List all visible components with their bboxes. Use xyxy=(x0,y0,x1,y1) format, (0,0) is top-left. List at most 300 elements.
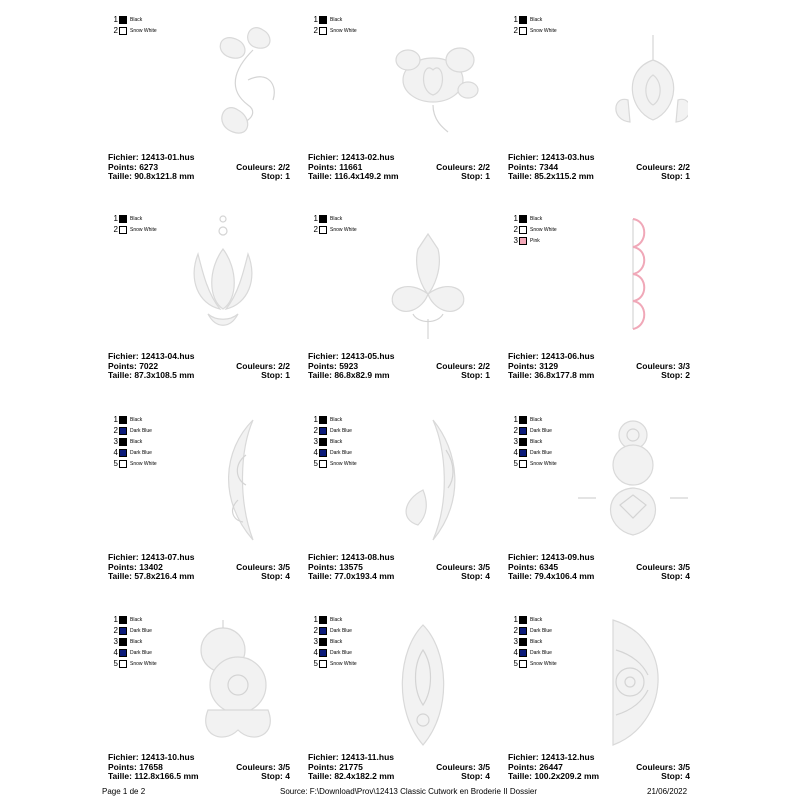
color-count-label: Couleurs: xyxy=(236,161,276,172)
color-swatch xyxy=(319,416,327,424)
thread-name: Black xyxy=(130,438,143,445)
thread-color-row xyxy=(512,213,557,224)
stitch-count-label: Points: xyxy=(108,561,137,572)
color-swatch xyxy=(519,215,527,223)
info-row xyxy=(508,572,690,582)
color-count-value: 3/5 xyxy=(678,761,690,772)
color-swatch xyxy=(519,16,527,24)
color-swatch xyxy=(119,215,127,223)
thread-name: Black xyxy=(530,638,543,645)
thread-name: Dark Blue xyxy=(130,427,152,434)
info-row xyxy=(308,371,490,381)
thread-index: 5 xyxy=(313,458,318,468)
thread-palette xyxy=(512,414,557,469)
thread-color-row xyxy=(512,235,557,246)
design-size-label: Taille: xyxy=(308,771,332,781)
thread-color-row xyxy=(312,636,357,647)
thread-index: 4 xyxy=(513,647,518,657)
thread-index: 1 xyxy=(513,414,518,424)
stop-count-label: Stop: xyxy=(261,571,283,581)
color-swatch xyxy=(519,416,527,424)
thread-palette xyxy=(512,14,557,36)
stop-count-label: Stop: xyxy=(461,171,483,181)
thread-color-row xyxy=(312,25,357,36)
stitch-count-label: Points: xyxy=(308,161,337,172)
thread-name: Black xyxy=(530,416,543,423)
thread-index: 2 xyxy=(313,25,318,35)
color-swatch xyxy=(119,16,127,24)
color-swatch xyxy=(319,215,327,223)
design-card xyxy=(108,10,308,200)
thread-index: 2 xyxy=(513,224,518,234)
thread-color-row xyxy=(312,458,357,469)
design-size xyxy=(308,371,390,381)
stop-count xyxy=(661,371,690,381)
thread-name: Snow White xyxy=(330,660,357,667)
color-swatch xyxy=(119,427,127,435)
stitch-count-value: 7344 xyxy=(539,161,559,172)
thread-color-row xyxy=(312,14,357,25)
stitch-count-label: Points: xyxy=(308,360,337,371)
stop-count-label: Stop: xyxy=(261,771,283,781)
design-info xyxy=(308,352,490,381)
stop-count-label: Stop: xyxy=(261,370,283,380)
thread-index: 1 xyxy=(113,414,118,424)
design-size-value: 36.8x177.8 mm xyxy=(534,370,595,380)
design-size-label: Taille: xyxy=(508,571,532,581)
thread-palette xyxy=(312,14,357,36)
stop-count xyxy=(461,371,490,381)
thread-name: Black xyxy=(330,438,343,445)
thread-index: 5 xyxy=(113,658,118,668)
design-info xyxy=(108,553,290,582)
thread-color-row xyxy=(512,647,557,658)
file-name-value: 12413-06.hus xyxy=(541,351,595,361)
color-swatch xyxy=(119,449,127,457)
file-name-label: Fichier: xyxy=(308,752,339,762)
stitch-count-label: Points: xyxy=(508,360,537,371)
thread-index: 3 xyxy=(113,636,118,646)
thread-name: Black xyxy=(130,638,143,645)
color-count-value: 3/5 xyxy=(478,761,490,772)
thread-name: Dark Blue xyxy=(130,627,152,634)
design-info xyxy=(508,153,690,182)
color-swatch xyxy=(319,27,327,35)
color-count-label: Couleurs: xyxy=(436,761,476,772)
stitch-count-value: 17658 xyxy=(139,761,163,772)
thread-index: 2 xyxy=(313,425,318,435)
thread-name: Dark Blue xyxy=(530,627,552,634)
design-size xyxy=(108,371,194,381)
color-swatch xyxy=(319,226,327,234)
design-size-value: 77.0x193.4 mm xyxy=(334,571,395,581)
thread-index: 2 xyxy=(113,425,118,435)
color-swatch xyxy=(319,649,327,657)
design-card xyxy=(308,410,508,600)
stop-count-value: 1 xyxy=(685,171,690,181)
stitch-count-label: Points: xyxy=(308,561,337,572)
thread-color-row xyxy=(512,436,557,447)
thread-name: Dark Blue xyxy=(530,649,552,656)
design-size-label: Taille: xyxy=(508,171,532,181)
info-row xyxy=(108,172,290,182)
thread-index: 2 xyxy=(313,224,318,234)
thread-name: Snow White xyxy=(130,460,157,467)
thread-index: 1 xyxy=(113,14,118,24)
color-count-value: 2/2 xyxy=(478,360,490,371)
color-swatch xyxy=(119,638,127,646)
color-swatch xyxy=(119,627,127,635)
color-swatch xyxy=(319,438,327,446)
file-name-value: 12413-11.hus xyxy=(341,752,395,762)
thread-name: Dark Blue xyxy=(530,449,552,456)
design-size-value: 85.2x115.2 mm xyxy=(534,171,594,181)
embroidery-preview xyxy=(378,610,488,750)
stop-count-label: Stop: xyxy=(661,771,683,781)
thread-index: 4 xyxy=(513,447,518,457)
color-count-value: 3/5 xyxy=(678,561,690,572)
design-info xyxy=(508,553,690,582)
stitch-count-label: Points: xyxy=(108,360,137,371)
thread-name: Black xyxy=(330,638,343,645)
file-name-label: Fichier: xyxy=(308,552,339,562)
thread-index: 4 xyxy=(313,647,318,657)
color-swatch xyxy=(519,226,527,234)
thread-name: Black xyxy=(530,438,543,445)
color-count-label: Couleurs: xyxy=(236,761,276,772)
color-count-value: 2/2 xyxy=(278,360,290,371)
design-card xyxy=(308,209,508,399)
design-info xyxy=(308,153,490,182)
thread-name: Snow White xyxy=(330,27,357,34)
thread-color-row xyxy=(312,414,357,425)
stitch-count-label: Points: xyxy=(308,761,337,772)
color-swatch xyxy=(519,638,527,646)
color-swatch xyxy=(119,416,127,424)
color-swatch xyxy=(519,649,527,657)
design-size-value: 57.8x216.4 mm xyxy=(134,571,195,581)
stitch-count-label: Points: xyxy=(108,161,137,172)
color-swatch xyxy=(519,438,527,446)
design-size-value: 90.8x121.8 mm xyxy=(134,171,195,181)
file-name-value: 12413-03.hus xyxy=(541,152,595,162)
stop-count xyxy=(261,572,290,582)
thread-name: Snow White xyxy=(330,226,357,233)
color-swatch xyxy=(519,27,527,35)
stitch-count-label: Points: xyxy=(508,161,537,172)
thread-index: 3 xyxy=(313,436,318,446)
thread-color-row xyxy=(112,447,157,458)
thread-color-row xyxy=(112,25,157,36)
stop-count-value: 4 xyxy=(285,771,290,781)
thread-color-row xyxy=(312,213,357,224)
thread-name: Snow White xyxy=(530,460,557,467)
info-row xyxy=(308,172,490,182)
thread-name: Dark Blue xyxy=(330,627,352,634)
color-count-value: 2/2 xyxy=(278,161,290,172)
thread-index: 5 xyxy=(513,458,518,468)
design-info xyxy=(308,553,490,582)
color-swatch xyxy=(119,226,127,234)
thread-name: Dark Blue xyxy=(330,649,352,656)
thread-color-row xyxy=(112,614,157,625)
stop-count-value: 2 xyxy=(685,370,690,380)
stop-count xyxy=(461,772,490,782)
design-size-label: Taille: xyxy=(508,370,532,380)
design-size xyxy=(508,772,599,782)
design-size-label: Taille: xyxy=(108,171,132,181)
stop-count-value: 1 xyxy=(485,171,490,181)
stitch-count-value: 7022 xyxy=(139,360,159,371)
file-name-label: Fichier: xyxy=(308,152,339,162)
design-size-value: 79.4x106.4 mm xyxy=(534,571,595,581)
info-row xyxy=(508,772,690,782)
embroidery-preview xyxy=(178,209,288,349)
stitch-count-value: 26447 xyxy=(539,761,563,772)
stop-count xyxy=(261,772,290,782)
embroidery-preview xyxy=(578,610,688,750)
stop-count xyxy=(461,172,490,182)
design-card xyxy=(508,410,708,600)
thread-color-row xyxy=(112,647,157,658)
color-swatch xyxy=(519,427,527,435)
file-name-value: 12413-01.hus xyxy=(141,152,195,162)
file-name-value: 12413-10.hus xyxy=(141,752,195,762)
color-swatch xyxy=(319,16,327,24)
thread-name: Snow White xyxy=(530,226,557,233)
thread-index: 1 xyxy=(113,213,118,223)
thread-name: Black xyxy=(330,215,343,222)
color-count-label: Couleurs: xyxy=(436,561,476,572)
color-count-label: Couleurs: xyxy=(436,161,476,172)
color-count-value: 2/2 xyxy=(678,161,690,172)
color-count-value: 2/2 xyxy=(478,161,490,172)
thread-color-row xyxy=(112,224,157,235)
design-size-label: Taille: xyxy=(108,771,132,781)
thread-name: Dark Blue xyxy=(330,449,352,456)
stop-count xyxy=(261,172,290,182)
stop-count xyxy=(461,572,490,582)
color-swatch xyxy=(519,616,527,624)
thread-index: 3 xyxy=(313,636,318,646)
source-path: Source: F:\Download\Prov\12413 Classic Cutwork en Broderie II Dossier xyxy=(280,787,537,796)
file-name-value: 12413-05.hus xyxy=(341,351,395,361)
embroidery-preview xyxy=(578,10,688,150)
thread-index: 1 xyxy=(313,414,318,424)
thread-name: Black xyxy=(130,16,143,23)
info-row xyxy=(108,572,290,582)
info-row xyxy=(308,772,490,782)
thread-index: 2 xyxy=(113,25,118,35)
color-swatch xyxy=(319,638,327,646)
thread-palette xyxy=(312,614,357,669)
thread-name: Black xyxy=(330,616,343,623)
thread-index: 2 xyxy=(113,224,118,234)
thread-name: Dark Blue xyxy=(130,449,152,456)
design-size xyxy=(308,172,399,182)
design-size-label: Taille: xyxy=(108,370,132,380)
color-count-value: 3/5 xyxy=(278,761,290,772)
thread-index: 3 xyxy=(513,235,518,245)
thread-color-row xyxy=(112,658,157,669)
stitch-count-value: 3129 xyxy=(539,360,559,371)
thread-color-row xyxy=(112,625,157,636)
thread-color-row xyxy=(512,625,557,636)
thread-palette xyxy=(112,14,157,36)
color-swatch xyxy=(119,27,127,35)
file-name-label: Fichier: xyxy=(108,351,139,361)
color-count-label: Couleurs: xyxy=(636,161,676,172)
thread-index: 5 xyxy=(113,458,118,468)
thread-index: 4 xyxy=(313,447,318,457)
info-row xyxy=(108,772,290,782)
design-card xyxy=(308,10,508,200)
info-row xyxy=(508,172,690,182)
thread-index: 1 xyxy=(313,614,318,624)
design-card xyxy=(108,410,308,600)
design-info xyxy=(508,352,690,381)
thread-index: 2 xyxy=(113,625,118,635)
thread-index: 1 xyxy=(513,14,518,24)
embroidery-preview xyxy=(178,10,288,150)
stitch-count-value: 6345 xyxy=(539,561,559,572)
stop-count-value: 4 xyxy=(285,571,290,581)
file-name-label: Fichier: xyxy=(108,152,139,162)
stop-count-value: 4 xyxy=(485,571,490,581)
stop-count-value: 1 xyxy=(285,370,290,380)
design-card xyxy=(108,610,308,800)
color-swatch xyxy=(519,460,527,468)
thread-name: Snow White xyxy=(330,460,357,467)
design-info xyxy=(508,753,690,782)
thread-color-row xyxy=(112,636,157,647)
color-count-label: Couleurs: xyxy=(636,561,676,572)
embroidery-preview xyxy=(578,410,688,550)
color-swatch xyxy=(119,660,127,668)
thread-index: 2 xyxy=(313,625,318,635)
thread-name: Black xyxy=(130,416,143,423)
stop-count-label: Stop: xyxy=(461,771,483,781)
thread-color-row xyxy=(512,658,557,669)
stitch-count-label: Points: xyxy=(508,561,537,572)
stitch-count-label: Points: xyxy=(508,761,537,772)
thread-color-row xyxy=(112,436,157,447)
thread-palette xyxy=(312,414,357,469)
thread-palette xyxy=(312,213,357,235)
info-row xyxy=(508,371,690,381)
thread-color-row xyxy=(512,636,557,647)
thread-color-row xyxy=(512,414,557,425)
thread-index: 2 xyxy=(513,25,518,35)
file-name-value: 12413-09.hus xyxy=(541,552,595,562)
color-count-label: Couleurs: xyxy=(636,360,676,371)
stop-count xyxy=(661,572,690,582)
design-size-value: 82.4x182.2 mm xyxy=(334,771,395,781)
stop-count-value: 4 xyxy=(485,771,490,781)
file-name-label: Fichier: xyxy=(308,351,339,361)
thread-color-row xyxy=(512,458,557,469)
color-swatch xyxy=(319,427,327,435)
thread-color-row xyxy=(112,14,157,25)
embroidery-preview xyxy=(178,610,288,750)
design-size xyxy=(508,371,594,381)
design-size-value: 112.8x166.5 mm xyxy=(134,771,199,781)
design-card xyxy=(108,209,308,399)
color-count-value: 3/3 xyxy=(678,360,690,371)
thread-color-row xyxy=(512,447,557,458)
color-swatch xyxy=(119,649,127,657)
file-name-label: Fichier: xyxy=(108,752,139,762)
thread-index: 5 xyxy=(513,658,518,668)
thread-index: 1 xyxy=(513,614,518,624)
file-name-label: Fichier: xyxy=(508,552,539,562)
thread-color-row xyxy=(312,625,357,636)
embroidery-preview xyxy=(378,10,488,150)
stitch-count-value: 5923 xyxy=(339,360,359,371)
color-swatch xyxy=(119,438,127,446)
design-size-label: Taille: xyxy=(508,771,532,781)
thread-color-row xyxy=(112,414,157,425)
stitch-count-value: 21775 xyxy=(339,761,363,772)
thread-name: Black xyxy=(130,215,143,222)
thread-name: Snow White xyxy=(530,660,557,667)
stop-count-label: Stop: xyxy=(661,571,683,581)
color-swatch xyxy=(319,627,327,635)
design-size-label: Taille: xyxy=(108,571,132,581)
embroidery-preview xyxy=(378,209,488,349)
stop-count xyxy=(661,172,690,182)
stop-count-label: Stop: xyxy=(261,171,283,181)
color-count-value: 3/5 xyxy=(478,561,490,572)
stop-count-label: Stop: xyxy=(461,370,483,380)
thread-color-row xyxy=(312,614,357,625)
thread-color-row xyxy=(112,213,157,224)
thread-color-row xyxy=(312,224,357,235)
color-swatch xyxy=(319,616,327,624)
design-card xyxy=(508,209,708,399)
color-swatch xyxy=(519,660,527,668)
color-swatch xyxy=(519,449,527,457)
design-card xyxy=(508,610,708,800)
color-count-value: 3/5 xyxy=(278,561,290,572)
design-size xyxy=(508,172,594,182)
thread-color-row xyxy=(312,425,357,436)
thread-index: 1 xyxy=(313,14,318,24)
thread-index: 1 xyxy=(513,213,518,223)
design-info xyxy=(108,753,290,782)
color-count-label: Couleurs: xyxy=(236,561,276,572)
color-swatch xyxy=(319,449,327,457)
stop-count-value: 1 xyxy=(285,171,290,181)
stop-count-label: Stop: xyxy=(661,370,683,380)
stop-count-label: Stop: xyxy=(661,171,683,181)
thread-name: Black xyxy=(530,16,543,23)
thread-name: Snow White xyxy=(130,226,157,233)
thread-index: 4 xyxy=(113,647,118,657)
color-count-label: Couleurs: xyxy=(436,360,476,371)
thread-name: Dark Blue xyxy=(130,649,152,656)
thread-palette xyxy=(112,414,157,469)
stop-count xyxy=(261,371,290,381)
design-size xyxy=(308,572,394,582)
file-name-value: 12413-04.hus xyxy=(141,351,195,361)
stop-count-value: 4 xyxy=(685,771,690,781)
thread-index: 4 xyxy=(113,447,118,457)
color-swatch xyxy=(519,237,527,245)
color-count-label: Couleurs: xyxy=(236,360,276,371)
embroidery-preview xyxy=(578,209,688,349)
thread-color-row xyxy=(512,425,557,436)
